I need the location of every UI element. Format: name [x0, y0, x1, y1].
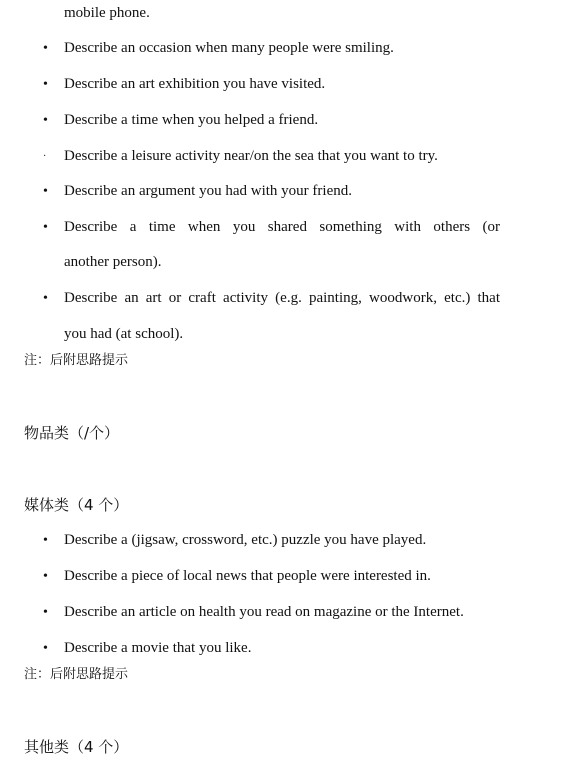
bullet-icon: •	[43, 184, 48, 199]
note-text: 注：后附思路提示	[24, 353, 129, 368]
list-item-continuation: another person).	[64, 254, 162, 270]
bullet-icon: •	[43, 77, 48, 92]
bullet-icon: •	[43, 569, 48, 584]
list-item: Describe a piece of local news that people were interested in.	[64, 568, 431, 584]
list-item: Describe a leisure activity near/on the sea that you want to try.	[64, 148, 438, 164]
list-item: Describe an article on health you read on magazine or the Internet.	[64, 604, 464, 620]
bullet-icon: •	[43, 291, 48, 306]
list-item-continuation: mobile phone.	[64, 5, 150, 21]
section-heading-objects: 物品类（/个）	[24, 424, 120, 442]
list-item: Describe an argument you had with your friend.	[64, 183, 352, 199]
list-item: Describe an occasion when many people were smiling.	[64, 40, 394, 56]
bullet-icon: •	[43, 533, 48, 548]
bullet-icon: •	[43, 220, 48, 235]
bullet-icon: •	[43, 113, 48, 128]
list-item: Describe a time when you helped a friend.	[64, 112, 319, 128]
bullet-icon: ·	[43, 151, 47, 162]
section-heading-other: 其他类（4 个）	[24, 738, 129, 756]
list-item: Describe a (jigsaw, crossword, etc.) puzzle you have played.	[64, 532, 427, 548]
list-item-continuation: you had (at school).	[64, 326, 184, 342]
list-item: Describe a time when you shared something with others (or	[64, 219, 500, 235]
note-text: 注：后附思路提示	[24, 667, 129, 682]
list-item: Describe an art or craft activity (e.g. painting, woodwork, etc.) that	[64, 290, 500, 306]
bullet-icon: •	[43, 641, 48, 656]
bullet-icon: •	[43, 605, 48, 620]
bullet-icon: •	[43, 41, 48, 56]
list-item: Describe an art exhibition you have visited.	[64, 76, 326, 92]
list-item: Describe a movie that you like.	[64, 640, 252, 656]
section-heading-media: 媒体类（4 个）	[24, 496, 129, 514]
